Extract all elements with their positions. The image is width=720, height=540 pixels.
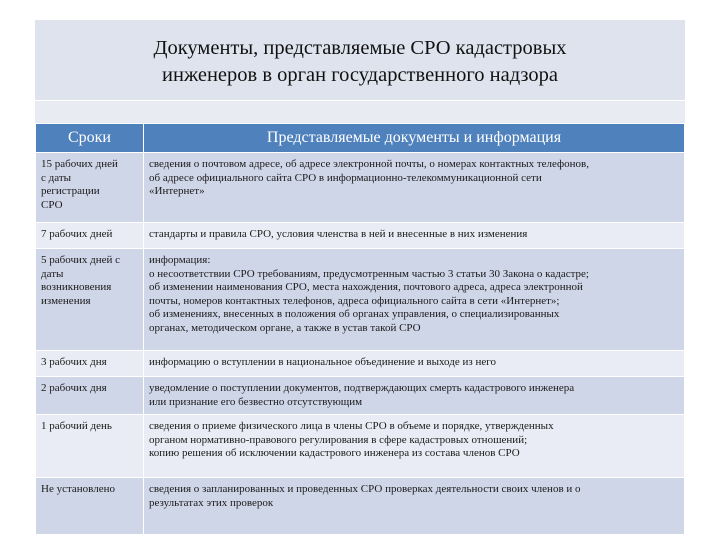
info-cell [144, 377, 685, 415]
info-line: почты, номеров контактных телефонов, адреса официального сайта в сети «Интернет»; [149, 294, 560, 307]
info-line: об изменении наименования СРО, места нахождения, почтового адреса, адреса электронной [149, 281, 583, 293]
term-cell [36, 223, 144, 249]
term-cell [36, 249, 144, 351]
term-line: 1 рабочий день [41, 420, 112, 432]
info-line: сведения о приеме физического лица в члены СРО в объеме и порядке, утвержденных [149, 420, 554, 432]
info-cell [144, 223, 685, 249]
table-row [36, 153, 685, 223]
info-cell [144, 478, 685, 535]
term-cell [36, 153, 144, 223]
table-row [36, 351, 685, 377]
info-line: об изменениях, внесенных в положения об органах управления, о специализированных [149, 308, 560, 320]
term-line: 5 рабочих дней с [41, 254, 120, 266]
info-line: копию решения об исключении кадастрового инженера из состава членов СРО [149, 447, 520, 459]
info-line: «Интернет» [149, 185, 205, 197]
header-documents: Представляемые документы и информация [144, 124, 685, 153]
term-line: СРО [41, 198, 63, 211]
title-box [35, 20, 685, 101]
info-line: или признание его безвестно отсутствующим [149, 395, 363, 408]
documents-table [35, 123, 685, 535]
term-line: регистрации [41, 185, 100, 197]
title-line-2: инженеров в орган государственного надзора [162, 64, 558, 86]
term-line: изменения [41, 294, 91, 307]
info-cell [144, 351, 685, 377]
info-line: о несоответствии СРО требованиям, предусмотренным частью 3 статьи 30 Закона о кадастре; [149, 267, 589, 280]
term-line: 2 рабочих дня [41, 382, 107, 394]
info-line: стандарты и правила СРО, условия членства в ней и внесенные в них изменения [149, 228, 528, 240]
info-line: сведения о почтовом адресе, об адресе электронной почты, о номерах контактных телефонов, [149, 158, 590, 170]
title-line-1: Документы, представляемые СРО кадастровых [153, 37, 567, 59]
term-line: с даты [41, 171, 72, 184]
term-cell [36, 377, 144, 415]
term-cell [36, 478, 144, 535]
slide [35, 20, 685, 520]
info-line: органом нормативно-правового регулирования в сфере кадастровых отношений; [149, 433, 528, 446]
info-line: информацию о вступлении в национальное объединение и выходе из него [149, 356, 496, 368]
info-cell [144, 415, 685, 478]
term-line: 7 рабочих дней [41, 228, 113, 240]
info-line: органах, методическом органе, а также в устав такой СРО [149, 321, 421, 334]
info-cell [144, 249, 685, 351]
term-cell [36, 351, 144, 377]
term-cell [36, 415, 144, 478]
header-terms: Сроки [36, 124, 144, 153]
term-line: даты [41, 267, 64, 280]
table-row [36, 478, 685, 535]
table-row [36, 249, 685, 351]
info-cell [144, 153, 685, 223]
term-line: Не установлено [41, 483, 115, 495]
slide-title [35, 35, 685, 89]
table-row [36, 223, 685, 249]
term-line: 3 рабочих дня [41, 356, 107, 368]
info-line: результатах этих проверок [149, 496, 274, 509]
info-line: информация: [149, 254, 211, 266]
table-header-row [36, 124, 685, 153]
table-row [36, 377, 685, 415]
info-line: сведения о запланированных и проведенных СРО проверках деятельности своих членов и о [149, 483, 581, 495]
term-line: 15 рабочих дней [41, 158, 118, 170]
term-line: возникновения [41, 281, 112, 293]
info-line: уведомление о поступлении документов, подтверждающих смерть кадастрового инженера [149, 382, 575, 394]
table-row [36, 415, 685, 478]
info-line: об адресе официального сайта СРО в информационно-телекоммуникационной сети [149, 171, 542, 184]
